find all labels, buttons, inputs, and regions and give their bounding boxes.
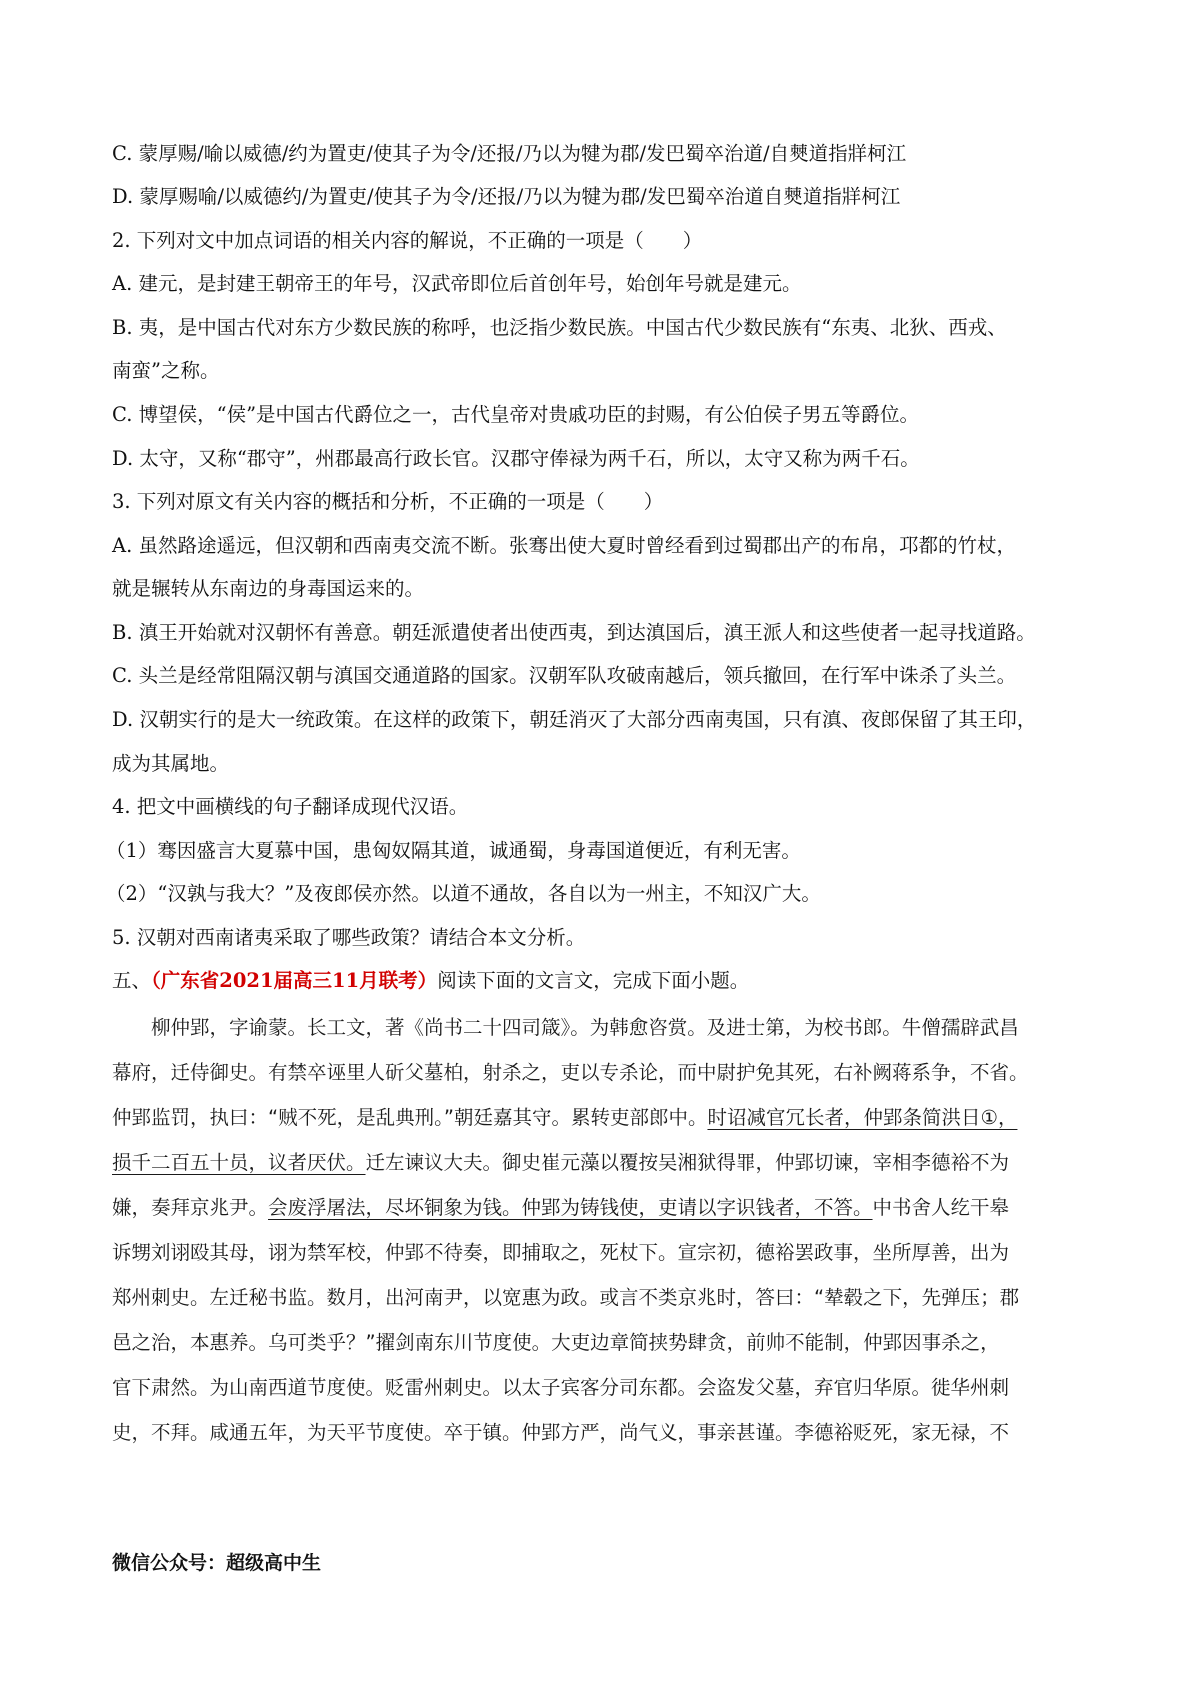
q2-option-b: B. 夷，是中国古代对东方少数民族的称呼，也泛指少数民族。中国古代少数民族有“东夷、北狄、西戎、 bbox=[112, 316, 1007, 339]
section-5-heading bbox=[112, 967, 749, 995]
passage-line bbox=[112, 1149, 1009, 1177]
q3-option-c: C. 头兰是经常阻隔汉朝与滇国交通道路的国家。汉朝军队攻破南越后，领兵撤回，在行军中诛杀了头兰。 bbox=[112, 664, 1017, 687]
passage-line: 官下肃然。为山南西道节度使。贬雷州刺史。以太子宾客分司东都。会盗发父墓，弃官归华原。徙华州刺 bbox=[112, 1376, 1010, 1399]
question-5: 5. 汉朝对西南诸夷采取了哪些政策？请结合本文分析。 bbox=[112, 926, 586, 949]
footer-wechat-account: 微信公众号：超级高中生 bbox=[112, 1552, 322, 1574]
q3-option-d-cont: 成为其属地。 bbox=[112, 752, 230, 775]
passage-line: 诉甥刘诩殴其母，诩为禁军校，仲郢不待奏，即捕取之，死杖下。宣宗初，德裕罢政事，坐所厚善，出为 bbox=[112, 1241, 1010, 1264]
passage-text: 嫌，奏拜京兆尹。 bbox=[112, 1196, 269, 1219]
section-instruction: 阅读下面的文言文，完成下面小题。 bbox=[437, 969, 750, 992]
q3-option-a: A. 虽然路途遥远，但汉朝和西南夷交流不断。张骞出使大夏时曾经看到过蜀郡出产的布帛，邛都的竹杖， bbox=[112, 534, 1016, 557]
passage-line bbox=[112, 1104, 1017, 1132]
question-4: 4. 把文中画横线的句子翻译成现代汉语。 bbox=[112, 795, 469, 818]
underlined-sentence: 损千二百五十员，议者厌伏。 bbox=[112, 1151, 366, 1174]
passage-line: 邑之治，本惠养。乌可类乎？”擢剑南东川节度使。大吏边章简挟势肆贪，前帅不能制，仲郢因事杀之， bbox=[112, 1331, 1000, 1354]
q2-option-b-cont: 南蛮”之称。 bbox=[112, 359, 220, 382]
section-number: 五、 bbox=[112, 969, 152, 992]
section-source: （广东省2021届高三11月联考） bbox=[151, 969, 438, 992]
passage-line: 柳仲郢，字谕蒙。长工文，著《尚书二十四司箴》。为韩愈咨赏。及进士第，为校书郎。牛僧孺辟武昌 bbox=[112, 1016, 1019, 1039]
passage-line: 幕府，迁侍御史。有禁卒诬里人斫父墓柏，射杀之，吏以专杀论，而中尉护免其死，右补阙蒋系争，不省。 bbox=[112, 1061, 1029, 1084]
q2-option-c: C. 博望侯，“侯”是中国古代爵位之一，古代皇帝对贵戚功臣的封赐，有公伯侯子男五等爵位。 bbox=[112, 403, 920, 426]
passage-text: 迁左谏议大夫。御史崔元藻以覆按吴湘狱得罪，仲郢切谏，宰相李德裕不为 bbox=[365, 1151, 1010, 1174]
underlined-sentence: 时诏减官冗长者，仲郢条简洪日①， bbox=[707, 1106, 1018, 1129]
option-c-punctuation: C. 蒙厚赐/喻以威德/约为置吏/使其子为令/还报/乃以为犍为郡/发巴蜀卒治道/自僰道指牂柯江 bbox=[112, 142, 907, 165]
q4-sentence-2: （2）“汉孰与我大？”及夜郎侯亦然。以道不通故，各自以为一州主，不知汉广大。 bbox=[106, 882, 821, 905]
underlined-sentence: 会废浮屠法，尽坏铜象为钱。仲郢为铸钱使，吏请以字识钱者，不答。 bbox=[268, 1196, 873, 1219]
q3-option-b: B. 滇王开始就对汉朝怀有善意。朝廷派遣使者出使西夷，到达滇国后，滇王派人和这些使者一起寻找道路。 bbox=[112, 621, 1036, 644]
passage-line bbox=[112, 1194, 1009, 1222]
q2-option-a: A. 建元，是封建王朝帝王的年号，汉武帝即位后首创年号，始创年号就是建元。 bbox=[112, 272, 802, 295]
passage-line: 郑州刺史。左迁秘书监。数月，出河南尹，以宽惠为政。或言不类京兆时，答曰：“辇毂之下，先弹压；郡 bbox=[112, 1286, 1020, 1309]
question-2: 2. 下列对文中加点词语的相关内容的解说，不正确的一项是（ ） bbox=[112, 229, 703, 252]
passage-text: 仲郢监罚，执曰：“贼不死，是乱典刑。”朝廷嘉其守。累转吏部郎中。 bbox=[112, 1106, 708, 1129]
q3-option-d: D. 汉朝实行的是大一统政策。在这样的政策下，朝廷消灭了大部分西南夷国，只有滇、夜郎保留了其王印， bbox=[112, 708, 1037, 731]
q3-option-a-cont: 就是辗转从东南边的身毒国运来的。 bbox=[112, 577, 425, 600]
q2-option-d: D. 太守，又称“郡守”，州郡最高行政长官。汉郡守俸禄为两千石，所以，太守又称为两千石。 bbox=[112, 447, 920, 470]
passage-line: 史，不拜。咸通五年，为天平节度使。卒于镇。仲郢方严，尚气义，事亲甚谨。李德裕贬死，家无禄，不 bbox=[112, 1421, 1010, 1444]
option-d-punctuation: D. 蒙厚赐喻/以威德约/为置吏/使其子为令/还报/乃以为犍为郡/发巴蜀卒治道自僰道指牂柯江 bbox=[112, 185, 901, 208]
q4-sentence-1: （1）骞因盛言大夏慕中国，患匈奴隔其道，诚通蜀，身毒国道便近，有利无害。 bbox=[106, 839, 801, 862]
passage-text: 中书舍人纥干皋 bbox=[872, 1196, 1010, 1219]
question-3: 3. 下列对原文有关内容的概括和分析，不正确的一项是（ ） bbox=[112, 490, 664, 513]
